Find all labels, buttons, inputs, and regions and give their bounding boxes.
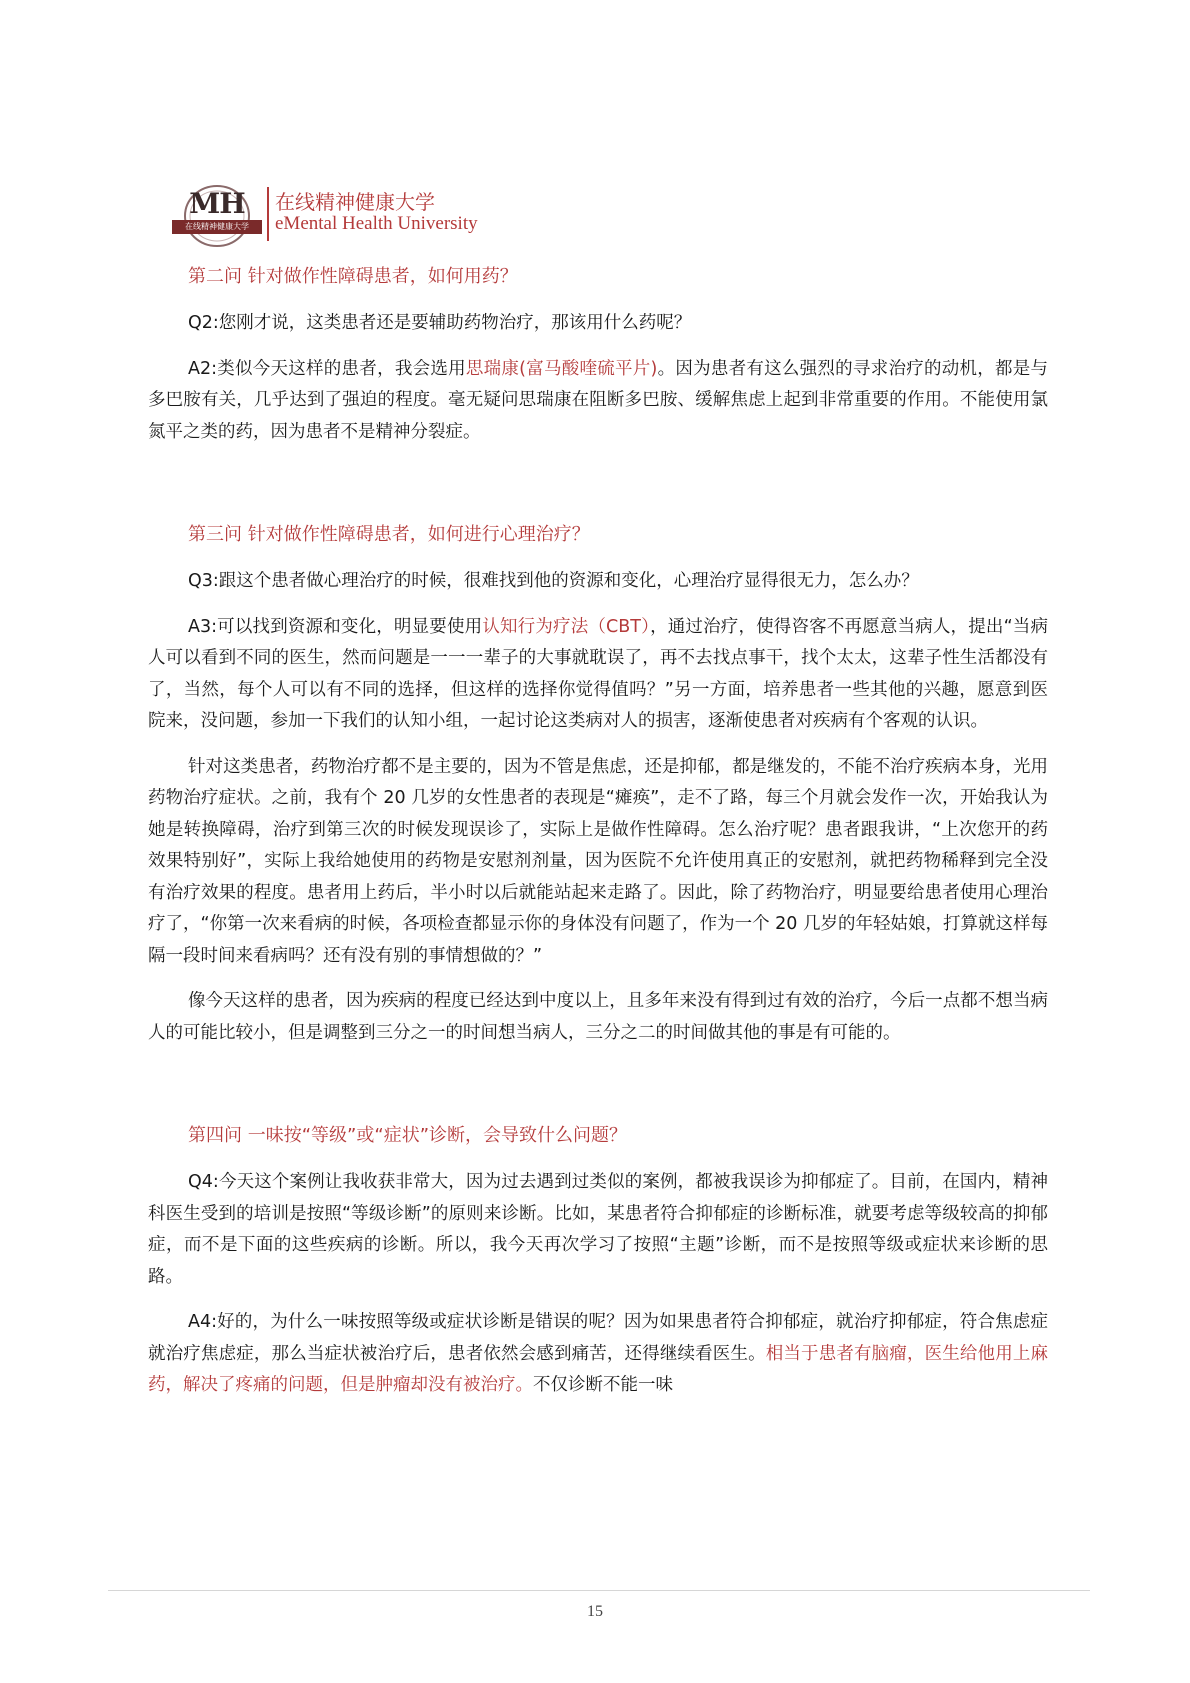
answer-a3-paragraph-3: 像今天这样的患者，因为疾病的程度已经达到中度以上，且多年来没有得到过有效的治疗，今后一点都不想当病人的可能比较小，但是调整到三分之一的时间想当病人，三分之二的时间做其他的事是有可能的。 [148, 991, 1048, 1043]
question-q4: Q4:今天这个案例让我收获非常大，因为过去遇到过类似的案例，都被我误诊为抑郁症了。目前，在国内，精神科医生受到的培训是按照“等级诊断”的原则来诊断。比如，某患者符合抑郁症的诊断标准，就要考虑等级较高的抑郁症，而不是下面的这些疾病的诊断。所以，我今天再次学习了按照“主题”诊断，而不是按照等级或症状来诊断的思路。 [148, 1172, 1048, 1287]
answer-a3-text-cont: ，通过治疗，使得咨客不再愿意当病人，提出“当病人可以看到不同的医生，然而问题是一一一辈子的大事就耽误了，再不去找点事干，找个太太，这辈子性生活都没有了，当然，每个人可以有不同的选择，但这样的选择你觉得值吗？”另一方面，培养患者一些其他的兴趣，愿意到医院来，没问题，参加一下我们的认知小组，一起讨论这类病对人的损害，逐渐使患者对疾病有个客观的认识。 [148, 616, 1048, 731]
section-gap [148, 1063, 1048, 1121]
logo-divider [267, 187, 269, 241]
answer-a4 [148, 1307, 1048, 1402]
seal-ribbon: 在线精神健康大学 [172, 220, 262, 234]
logo-name-en: eMental Health University [275, 213, 478, 234]
answer-a3 [148, 612, 1048, 738]
answer-a2-text-cont: 。因为患者有这么强烈的寻求治疗的动机，都是与多巴胺有关，几乎达到了强迫的程度。毫无疑问思瑞康在阻断多巴胺、缓解焦虑上起到非常重要的作用。不能使用氯氮平之类的药，因为患者不是精神分裂症。 [148, 358, 1048, 442]
answer-a2 [148, 354, 1048, 449]
section-heading-q4: 第四问 一味按“等级”或“症状”诊断，会导致什么问题？ [188, 1125, 628, 1146]
answer-a3-text: A3:可以找到资源和变化，明显要使用 [188, 616, 483, 637]
question-q2: Q2:您刚才说，这类患者还是要辅助药物治疗，那该用什么药呢？ [188, 313, 692, 333]
answer-a3-paragraph-2: 针对这类患者，药物治疗都不是主要的，因为不管是焦虑，还是抑郁，都是继发的，不能不治疗疾病本身，光用药物治疗症状。之前，我有个 20 几岁的女性患者的表现是“瘫痪”，走不了路，每三个月就会发作一次，开始我认为她是转换障碍，治疗到第三次的时候发现误诊了，实际上是做作性障碍。怎么治疗呢？患者跟我讲，“上次您开的药效果特别好”，实际上我给她使用的药物是安慰剂剂量，因为医院不允许使用真正的安慰剂，就把药物稀释到完全没有治疗效果的程度。患者用上药后，半小时以后就能站起来走路了。因此，除了药物治疗，明显要给患者使用心理治疗了，“你第一次来看病的时候，各项检查都显示你的身体没有问题了，作为一个 20 几岁的年轻姑娘，打算就这样每隔一段时间来看病吗？还有没有别的事情想做的？” [148, 756, 1048, 966]
logo-name-cn: 在线精神健康大学 [275, 190, 435, 214]
mh-seal-icon [172, 183, 262, 251]
answer-a4-text-cont: 不仅诊断不能一味 [533, 1375, 673, 1395]
drug-highlight: 思瑞康(富马酸喹硫平片) [465, 358, 658, 379]
footer-divider [108, 1590, 1090, 1591]
section-gap [148, 462, 1048, 520]
answer-a2-text: A2:类似今天这样的患者，我会选用 [188, 358, 466, 379]
page-number: 15 [587, 1603, 603, 1620]
section-heading-q3: 第三问 针对做作性障碍患者，如何进行心理治疗？ [188, 524, 590, 545]
analogy-highlight: 相当于患者有脑瘤，医生给他用上麻药，解决了疼痛的问题，但是肿瘤却没有被治疗。 [148, 1343, 1048, 1395]
university-logo [172, 183, 478, 253]
therapy-highlight: 认知行为疗法（CBT） [482, 616, 651, 637]
answer-a4-text: A4:好的，为什么一味按照等级或症状诊断是错误的呢？因为如果患者符合抑郁症，就治疗抑郁症，符合焦虑症就治疗焦虑症，那么当症状被治疗后，患者依然会感到痛苦，还得继续看医生。 [148, 1312, 1048, 1364]
section-heading-q2: 第二问 针对做作性障碍患者，如何用药？ [188, 266, 518, 287]
seal-mark: MH [189, 187, 245, 220]
page-content [148, 262, 1048, 1416]
question-q3: Q3:跟这个患者做心理治疗的时候，很难找到他的资源和变化，心理治疗显得很无力，怎么办？ [188, 571, 919, 591]
